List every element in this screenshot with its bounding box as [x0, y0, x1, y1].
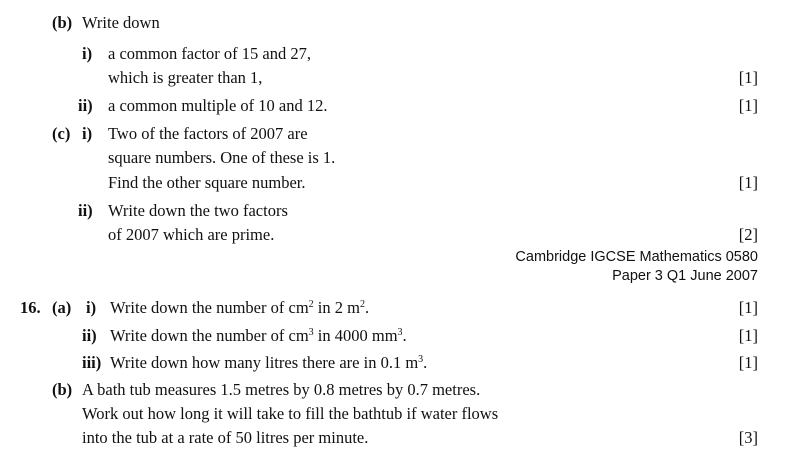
question-text: Two of the factors of 2007 are: [108, 124, 308, 143]
part-b-label: (b): [52, 380, 73, 399]
source-citation: Paper 3 Q1 June 2007: [612, 268, 758, 284]
question-text: Write down the two factors: [108, 201, 288, 220]
question-text: Find the other square number.: [108, 173, 306, 192]
question-text: a common factor of 15 and 27,: [108, 44, 311, 63]
sub-i-label: i): [86, 298, 97, 317]
sub-i-label: i): [82, 44, 93, 63]
mark-allocation: [1]: [738, 68, 758, 87]
mark-allocation: [2]: [738, 225, 758, 244]
question-text: Write down the number of $cm^2$ in 2 $m^2$.: [110, 298, 370, 317]
part-b-heading: Write down: [82, 13, 160, 32]
mark-allocation: [1]: [738, 353, 758, 372]
sub-ii-label: ii): [78, 201, 93, 220]
question-text: into the tub at a rate of 50 litres per minute.: [82, 428, 369, 447]
mark-allocation: [1]: [738, 96, 758, 115]
question-text: A bath tub measures 1.5 metres by 0.8 metres by 0.7 metres.: [82, 380, 481, 399]
question-text: of 2007 which are prime.: [108, 225, 275, 244]
source-citation: Cambridge IGCSE Mathematics 0580: [515, 249, 758, 265]
sub-i-label: i): [82, 124, 93, 143]
question-text: which is greater than 1,: [108, 68, 263, 87]
mark-allocation: [1]: [738, 326, 758, 345]
sub-iii-label: iii): [82, 353, 102, 372]
mark-allocation: [3]: [738, 428, 758, 447]
question-text: a common multiple of 10 and 12.: [108, 96, 328, 115]
mark-allocation: [1]: [738, 173, 758, 192]
question-number: 16.: [20, 298, 41, 317]
part-c-label: (c): [52, 124, 71, 143]
mark-allocation: [1]: [738, 298, 758, 317]
part-a-label: (a): [52, 298, 72, 317]
sub-ii-label: ii): [78, 96, 93, 115]
part-b-label: (b): [52, 13, 73, 32]
question-text: square numbers. One of these is 1.: [108, 148, 336, 167]
question-text: Work out how long it will take to fill the bathtub if water flows: [82, 404, 499, 423]
sub-ii-label: ii): [82, 326, 97, 345]
question-text: Write down the number of $cm^3$ in 4000 $mm^3$.: [110, 326, 407, 345]
question-text: Write down how many litres there are in 0.1 $m^3$.: [110, 353, 428, 372]
